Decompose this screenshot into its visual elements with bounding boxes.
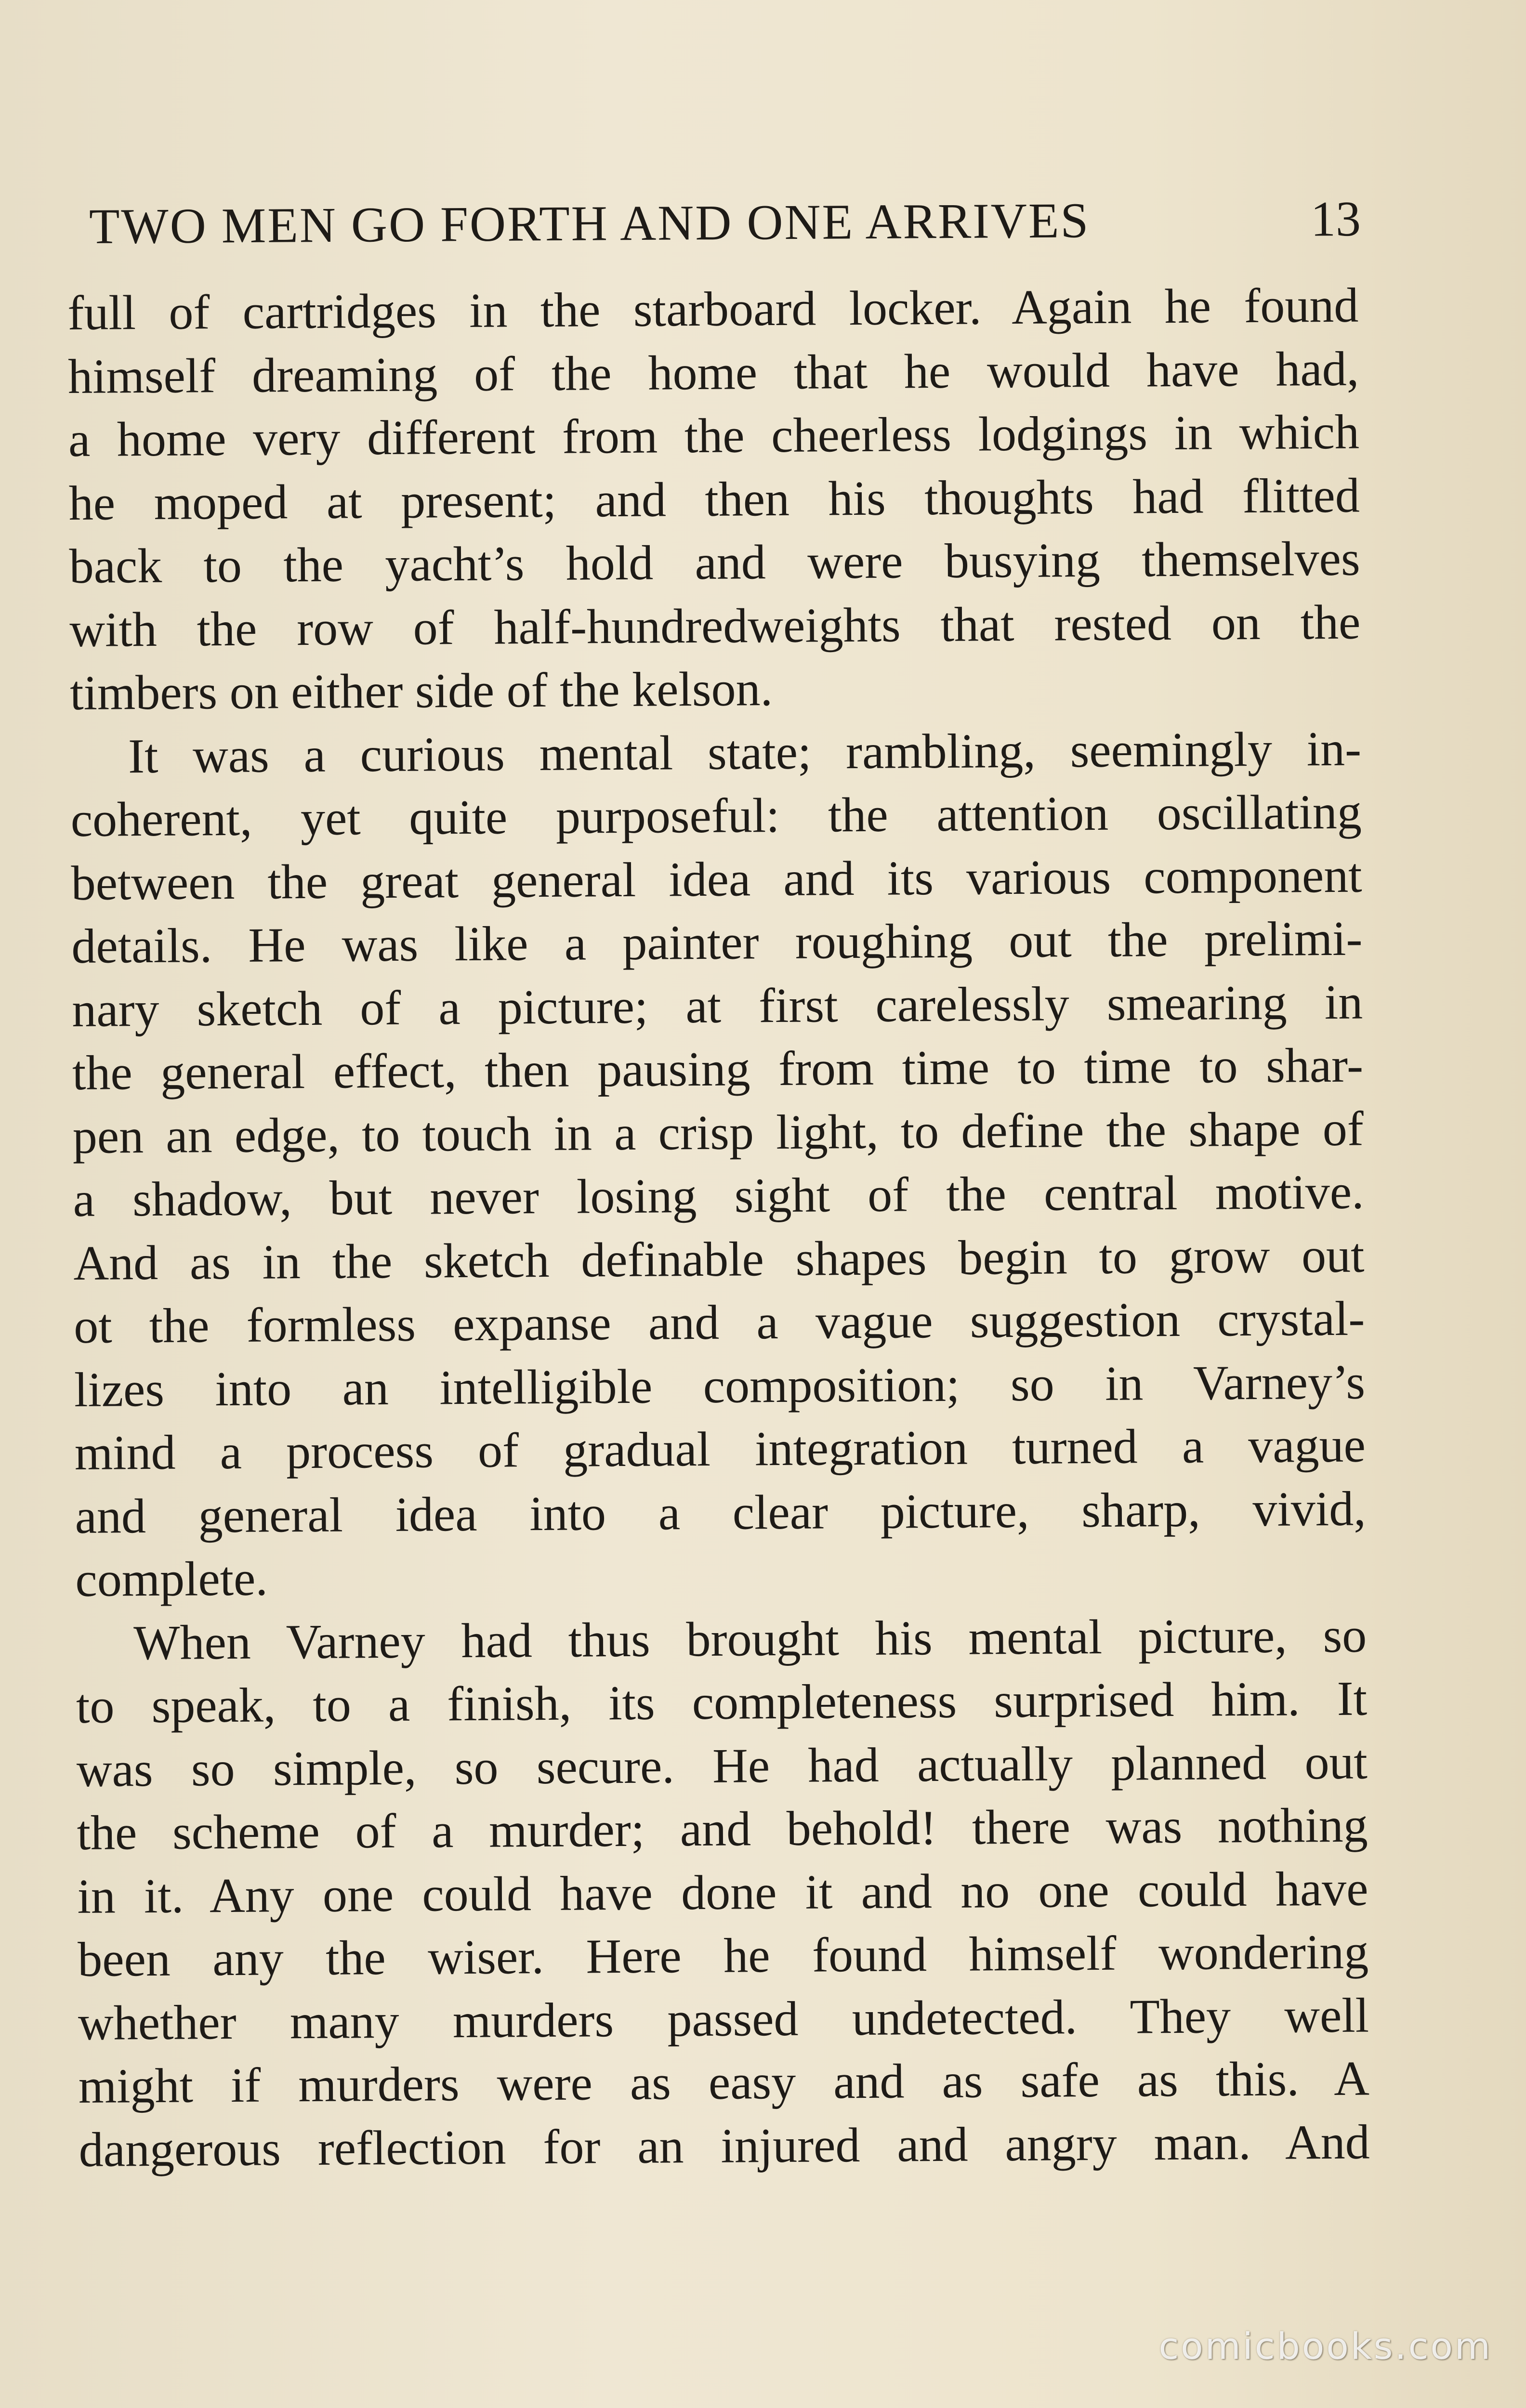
text-line: he moped at present; and then his thoughts had flitted <box>68 468 1360 531</box>
text-line: with the row of half-hundredweights that rested on the <box>69 595 1361 657</box>
text-line: details. He was like a painter roughing out the prelimi- <box>71 911 1363 974</box>
text-line: to speak, to a finish, its completeness surprised him. It <box>76 1671 1368 1734</box>
text-line: And as in the sketch definable shapes begin to grow out <box>73 1228 1365 1291</box>
text-line: mind a process of gradual integration turned a vague <box>74 1418 1366 1480</box>
text-line: When Varney had thus brought his mental picture, so <box>133 1608 1367 1670</box>
text-line: the scheme of a murder; and behold! there was nothing <box>77 1798 1368 1860</box>
text-line: in it. Any one could have done it and no one could have <box>77 1861 1368 1924</box>
text-line: lizes into an intelligible composition; so in Varney’s <box>74 1355 1366 1417</box>
text-line: timbers on either side of the kelson. <box>69 662 773 720</box>
watermark: comicbooks.com <box>1158 2325 1492 2368</box>
running-head: TWO MEN GO FORTH AND ONE ARRIVES <box>89 192 1090 254</box>
text-line: complete. <box>75 1551 268 1607</box>
text-line: pen an edge, to touch in a crisp light, to define the shape of <box>72 1101 1364 1164</box>
page-header <box>89 183 1361 262</box>
text-line: might if murders were as easy and as safe as this. A <box>78 2051 1370 2114</box>
text-line: between the great general idea and its various component <box>71 848 1362 911</box>
text-line: dangerous reflection for an injured and angry man. And <box>79 2115 1370 2177</box>
text-line: full of cartridges in the starboard locker. Again he found <box>67 278 1359 340</box>
text-line: whether many murders passed undetected. They well <box>78 1988 1369 2051</box>
text-line: It was a curious mental state; rambling, seemingly in- <box>128 721 1362 784</box>
text-line: the general effect, then pausing from time to time to shar- <box>72 1038 1364 1100</box>
text-line: and general idea into a clear picture, sharp, vivid, <box>75 1481 1366 1544</box>
text-line: was so simple, so secure. He had actually planned out <box>76 1735 1368 1797</box>
text-line: coherent, yet quite purposeful: the attention oscillating <box>70 785 1362 847</box>
text-line: a shadow, but never losing sight of the central motive. <box>73 1165 1364 1227</box>
text-line: nary sketch of a picture; at first carelessly smearing in <box>71 975 1363 1037</box>
page-number: 13 <box>1310 191 1361 247</box>
body-text <box>67 274 1370 2182</box>
text-line: himself dreaming of the home that he would have had, <box>67 341 1359 404</box>
text-line: been any the wiser. Here he found himself wondering <box>77 1924 1369 1987</box>
text-line: back to the yacht’s hold and were busying themselves <box>69 531 1360 594</box>
text-line: ot the formless expanse and a vague suggestion crystal- <box>73 1291 1365 1354</box>
text-line: a home very different from the cheerless lodgings in which <box>68 405 1360 467</box>
